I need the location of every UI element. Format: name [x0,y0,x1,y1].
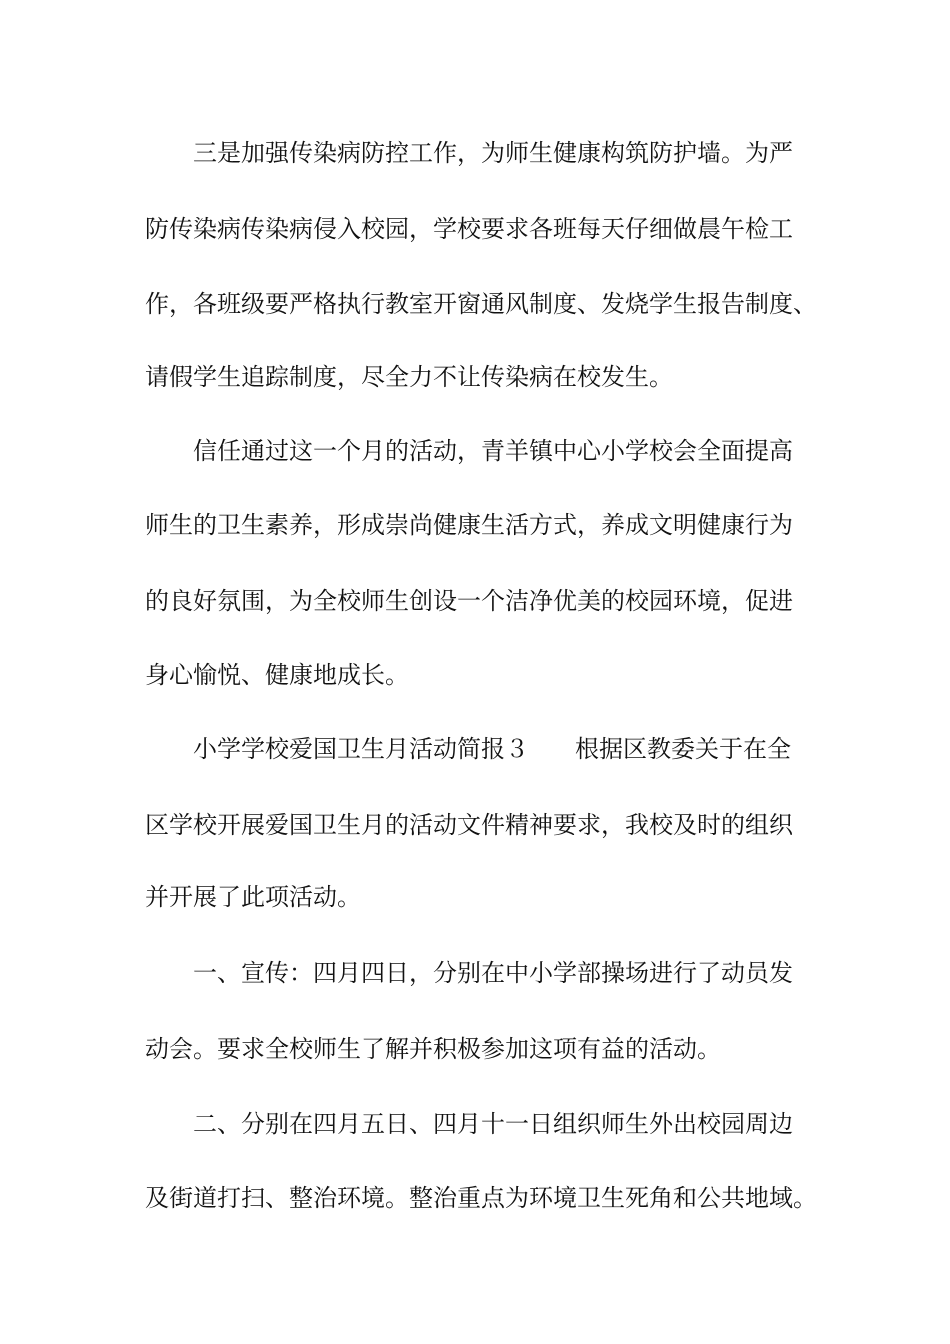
bulletin-title: 小学学校爱国卫生月活动简报３ [193,735,529,763]
paragraph-5-line-1: 二、分别在四月五日、四月十一日组织师生外出校园周边 [193,1110,793,1138]
paragraph-3-line-2: 区学校开展爱国卫生月的活动文件精神要求，我校及时的组织 [145,811,793,839]
paragraph-4-line-1: 一、宣传：四月四日，分别在中小学部操场进行了动员发 [193,959,793,987]
paragraph-1-line-3: 作，各班级要严格执行教室开窗通风制度、发烧学生报告制度、 [145,290,817,318]
paragraph-3-line-3: 并开展了此项活动。 [145,883,361,911]
paragraph-1-line-4: 请假学生追踪制度，尽全力不让传染病在校发生。 [145,363,673,391]
paragraph-5-line-2: 及街道打扫、整治环境。整治重点为环境卫生死角和公共地域。 [145,1184,817,1212]
paragraph-2-line-2: 师生的卫生素养，形成崇尚健康生活方式，养成文明健康行为 [145,511,793,539]
paragraph-4-line-2: 动会。要求全校师生了解并积极参加这项有益的活动。 [145,1035,721,1063]
paragraph-3-line-1 [193,729,825,769]
paragraph-2-line-3: 的良好氛围，为全校师生创设一个洁净优美的校园环境，促进 [145,587,793,615]
paragraph-1-line-1: 三是加强传染病防控工作，为师生健康构筑防护墙。为严 [193,139,793,167]
paragraph-1-line-2: 防传染病传染病侵入校园，学校要求各班每天仔细做晨午检工 [145,215,793,243]
bulletin-first-line-rest: 根据区教委关于在全 [575,735,791,763]
paragraph-2-line-1: 信任通过这一个月的活动，青羊镇中心小学校会全面提高 [193,437,793,465]
paragraph-2-line-4: 身心愉悦、健康地成长。 [145,661,409,689]
